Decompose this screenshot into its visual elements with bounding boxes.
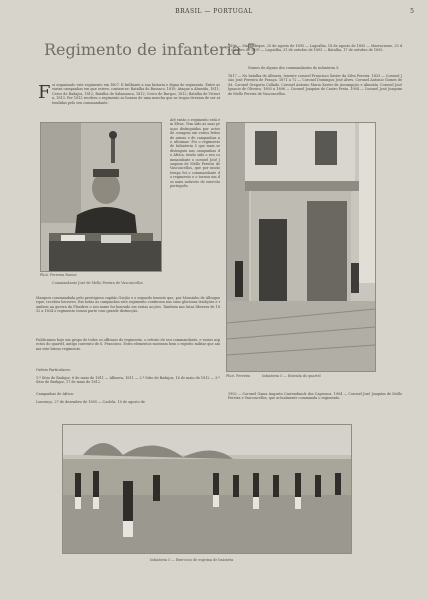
portrait-photo [40,122,162,272]
portrait-credit: Phot. Ferreira Bastos [40,273,77,277]
portrait-caption: Commandante José de Mello Pereira de Vasconcellos [52,281,144,285]
article-title: Regimento de infanteria 5 [44,40,257,59]
commanders-heading: Nomes de alguns dos commandantes do infanteria 5: [248,66,340,70]
building-caption: Infanteria 5 — Entrada do quartel [262,374,321,378]
intro-paragraph: oi organisado este regimento em 1807. E brilhante a sua historia e digna do regimento. Entre as varias campanhas em que esteve, contam-se: Batalha do Bussaco, 1810; Ataque a Almeida, 1811; Cerco de Badajoz, 1812; Batalha de Salamanca, 1812; Cerco de Burgos, 1812; Batalha de Victoria, 1813. Por 1812 recebeu o regimento as honras de uma marcha que as tropas tiveram de ser attendidas pelo seu commandante. [52,83,220,105]
side-column-text: Até então o regimento está em Elvas. Tem sido as suas praças distinguidas por actos de coragem em varios feitos de armas e de campanhas no ultramar. Foi o regimento de Infanteria 5 que mais se distinguiu nas campanhas de Africa, tendo sido o seu commandante o coronel José Joaquim de Mello Pereira de Vasconcellos, que por muito tempo foi o commandante do regimento e o tornou um dos mais notaveis do exercito português. [170,118,220,189]
portrait-illustration [41,123,161,271]
right-column-top: 1896 — Mazambique, 25 de agosto de 1895 — Lagoalha, 18 de agosto de 1895 — Marracuene, 25 de outubro de 1895 — Lagoalha, 31 de outubro de 1895 — Batalha, 17 de outubro de 1895. [228,44,402,53]
orders-heading: Orders Particulares: [36,368,71,372]
building-illustration [227,123,375,371]
right-column-bottom: 1902 — Coronel Gama Augusto Castendunck dos Capronos. 1904 — Coronel José Joaquim de Mello Pereira e Vasconcellos, que actualmente commanda o regimento. [228,392,402,401]
exercise-illustration [63,425,351,553]
page-number: 5 [410,8,414,15]
africa-heading: Campanhas de Africa: [36,392,74,396]
exercise-caption: Infanteria 5 — Exercicio de esgrima de baioneta [150,558,234,562]
drop-cap: F [38,82,51,103]
building-photo [226,122,376,372]
running-header: BRASIL — PORTUGAL [175,8,253,15]
exercise-photo [62,424,352,554]
body-paragraph-1: Marques commandada pelo prestigioso capitão Gorjão e o segundo tenente que, por Mousinho de Albuquerque, recebeu louvores. Em todas as campanhas este regimento continuou nas suas gloriosas tradições e tambem na guerra da Flandres o seu nome foi honrado em varias acções. Tambem nas lutas liberaes de 1832 a 1834 o regimento tomou parte com grande distincção. [36,296,220,314]
orders-text: 1.º Sitio de Badajoz, 6 de maio de 1811 — Albuera, 1811 — 2.º Sitio de Badajoz, 16 de maio de 1812 — 3.º Sitio de Badajoz, 17 de maio de 1812. [36,376,220,385]
africa-text: Lourenço, 27 de dezembro de 1895 — Coolela, 10 de agosto de [36,400,145,404]
building-credit: Phot. Ferreira [226,374,251,378]
body-paragraph-2: Publicamos hoje um grupo de todos os officiaes do regimento, o retrato do seu commandante, e varios aspectos do quartel, antigo convento de S. Francisco. Estes elementos mostram bem o espirito militar que anima este brioso regimento. [36,338,220,351]
commanders-list: 1817 — No batalha de Albuera, tenente coronel Francisco Xavier da Silva Pereira. 1833 — Coronel João José Ferreira de França. 1871 a 72 — Coronel Domingos José Alves. Coronel Antonio Gomes de Sá. Coronel Gregorio Callado. Coronel Antonio Maria Xavier de Assumpção e Almeida. Coronel José Ignacio de Oliveira. 1893 a 1896 — Coronel Joaquim de Castro Prata. 1904 — Coronel José Joaquim de Mello Pereira de Vasconcellos. [228,74,402,96]
